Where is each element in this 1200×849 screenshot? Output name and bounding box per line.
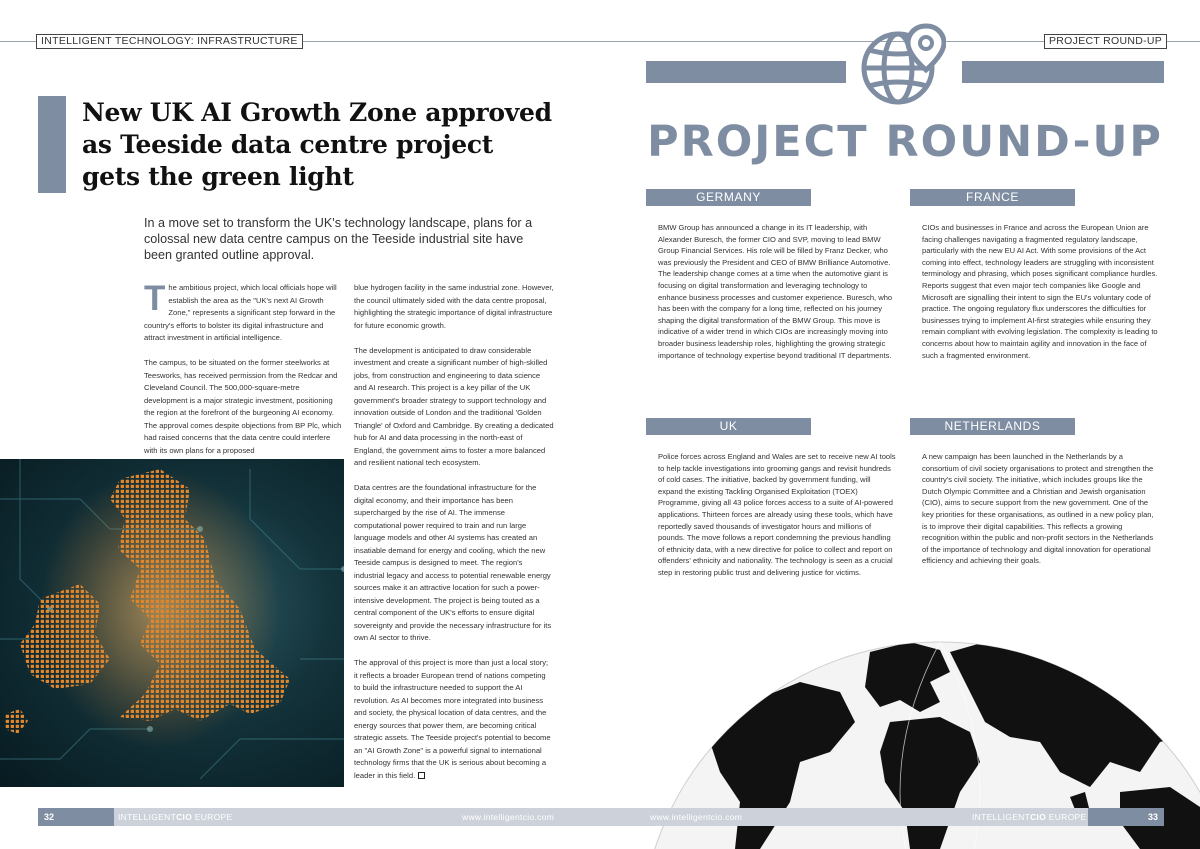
paragraph — [144, 279, 344, 345]
circuit-board-uk-image — [0, 459, 344, 787]
roundup-title: PROJECT ROUND-UP — [647, 117, 1163, 167]
region-text-uk: Police forces across England and Wales are set to receive new AI tools to help tackle investigations into grooming gangs and revisit hundreds of cold cases. The initiative, backed by government funding, will expand the existing Tackling Organised Exploitation (TOEX) Programme, giving all 43 police forces access to a suite of AI-powered applications. Thirteen forces are already using these tools, which have reportedly saved thousands of investigator hours and millions of pounds. The move follows a report condemning the previous handling of ethnicity data, with a new directive for police to collect and report on offenders' ethnicity and nationality. The technology is seen as a crucial step in restoring public trust and delivering justice for victims. — [658, 452, 896, 577]
region-header-uk: UK — [646, 418, 811, 435]
drop-cap: T — [144, 279, 166, 318]
paragraph: The campus, to be situated on the former steelworks at Teesworks, has received permission from the Redcar and Cleveland Council. The 500,000-square-metre development is a major strategic investment, positioning the region at the forefront of the burgeoning AI economy. The approval comes despite objections from BP Plc, which had raised concerns that the data centre could interfere with its own plans for a proposed — [144, 358, 342, 455]
article-standfirst: In a move set to transform the UK's technology landscape, plans for a colossal new data centre campus on the Teeside industrial site have been granted outline approval. — [144, 216, 533, 262]
brand-part: INTELLIGENT — [118, 812, 177, 822]
paragraph: blue hydrogen facility in the same industrial zone. However, the council ultimately sided with the data centre proposal, highlighting the strategic importance of digital infrastructure for future economic growth. — [354, 283, 554, 330]
title-banner-right — [962, 61, 1164, 83]
header-rule-left — [0, 41, 40, 42]
paragraph — [354, 657, 554, 782]
brand-part: EUROPE — [1046, 812, 1087, 822]
paragraph: The development is anticipated to draw considerable investment and create a significant number of high-skilled jobs, from construction and engineering to data science and AI research. This project is a key pillar of the UK government's broader strategy to support technology and innovation outside of London and the traditional 'Golden Triangle' of Oxford and Cambridge. By creating a dedicated hub for AI and data processing in the north-east of England, the government aims to foster a more balanced and resilient national tech ecosystem. — [354, 345, 554, 467]
header-rule-right-2 — [1164, 41, 1200, 42]
article-column-2 — [354, 282, 554, 795]
globe-location-icon — [860, 22, 946, 110]
section-tag-left: INTELLIGENT TECHNOLOGY: INFRASTRUCTURE — [36, 34, 303, 49]
header-rule-right — [600, 41, 1046, 42]
footer-url-right[interactable]: www.intelligentcio.com — [650, 812, 743, 822]
header-rule-left-2 — [292, 41, 600, 42]
brand-part-bold: CIO — [176, 812, 193, 822]
region-text-france: CIOs and businesses in France and across the European Union are facing challenges navigating a fragmented regulatory landscape, particularly with the new EU AI Act. With some provisions of the Act coming into effect, technology leaders are struggling with inconsistent terminology and phrasing, which poses significant compliance hurdles. Reports suggest that even major tech companies like Google and Microsoft are signalling their intent to sign the EU's voluntary code of practice. The ongoing regulatory flux underscores the difficulties for businesses trying to implement AI-first strategies while ensuring they remain compliant with evolving legislation. The complexity is leading to concerns about how to maintain agility and innovation in the face of such a fragmented environment. — [922, 223, 1158, 360]
region-header-germany: GERMANY — [646, 189, 811, 206]
region-header-netherlands: NETHERLANDS — [910, 418, 1075, 435]
footer-url-left[interactable]: www.intelligentcio.com — [462, 812, 555, 822]
article-column-1 — [144, 279, 344, 470]
paragraph: Data centres are the foundational infrastructure for the digital economy, and their importance has been supercharged by the rise of AI. The immense computational power required to train and run large language models and other AI systems has created an insatiable demand for energy and cooling, which the new Teeside campus is designed to meet. The region's industrial legacy and access to potential renewable energy sources make it an attractive location for such a power-intensive development. The project is being touted as a central component of the UK's efforts to ensure digital sovereignty and provide the necessary infrastructure for its own AI sector to thrive. — [354, 483, 552, 642]
region-text-germany: BMW Group has announced a change in its IT leadership, with Alexander Buresch, the former CIO and SVP, moving to lead BMW Group Financial Services. His role will be filled by Franz Decker, who was previously the President and CEO of BMW Brilliance Automotive. The leadership change comes at a time when the automotive giant is focusing on digital transformation and leveraging technology to enhance business processes and customer experience. Buresch, who has been with the company for a long time, reflected on his journey shaping the digital transformation of the BMW Group. This move is indicative of a wider trend in which CIOs are increasingly moving into broader business leadership roles, highlighting the growing strategic importance of technology expertise beyond traditional IT departments. — [658, 223, 893, 360]
brand-part: EUROPE — [192, 812, 233, 822]
brand-part: INTELLIGENT — [972, 812, 1031, 822]
footer-brand-right — [972, 808, 1086, 826]
region-text-netherlands: A new campaign has been launched in the Netherlands by a consortium of civil society organisations to protect and strengthen the country's civil society. The initiative, which includes groups like the Dutch Olympic Committee and a Christian and Jewish organisation (CIO), aims to secure support from the new government. One of the key priorities for these organisations, as outlined in a new policy plan, is to improve their digital capabilities. This reflects a growing recognition within the public and non-profit sectors in the Netherlands of the importance of technology and digital innovation for operational efficiency and achieving their goals. — [922, 452, 1154, 566]
footer-brand-left — [118, 808, 232, 826]
page-number-right: 33 — [1088, 808, 1164, 826]
headline-accent-bar — [38, 96, 66, 193]
end-of-article-icon — [418, 772, 425, 779]
brand-part-bold: CIO — [1030, 812, 1047, 822]
section-tag-right: PROJECT ROUND-UP — [1044, 34, 1167, 49]
paragraph-text: he ambitious project, which local officials hope will establish the area as the "UK's next AI Growth Zone," represents a significant step forward in the country's efforts to bolster its digital infrastructure and attract investment in artificial intelligence. — [144, 283, 337, 342]
article-headline: New UK AI Growth Zone approved as Teeside data centre project gets the green light — [82, 98, 552, 191]
title-banner-left — [646, 61, 846, 83]
paragraph-text: The approval of this project is more than just a local story; it reflects a broader European trend of nations competing to build the infrastructure needed to support the AI revolution. As AI becomes more integrated into business and society, the physical location of data centres, and the energy sources that power them, are becoming critical strategic assets. The Teeside project's potential to become an "AI Growth Zone" is a powerful signal to international technology firms that the UK is serious about becoming a leader in this field. — [354, 658, 551, 780]
page-number-left: 32 — [38, 808, 114, 826]
region-header-france: FRANCE — [910, 189, 1075, 206]
